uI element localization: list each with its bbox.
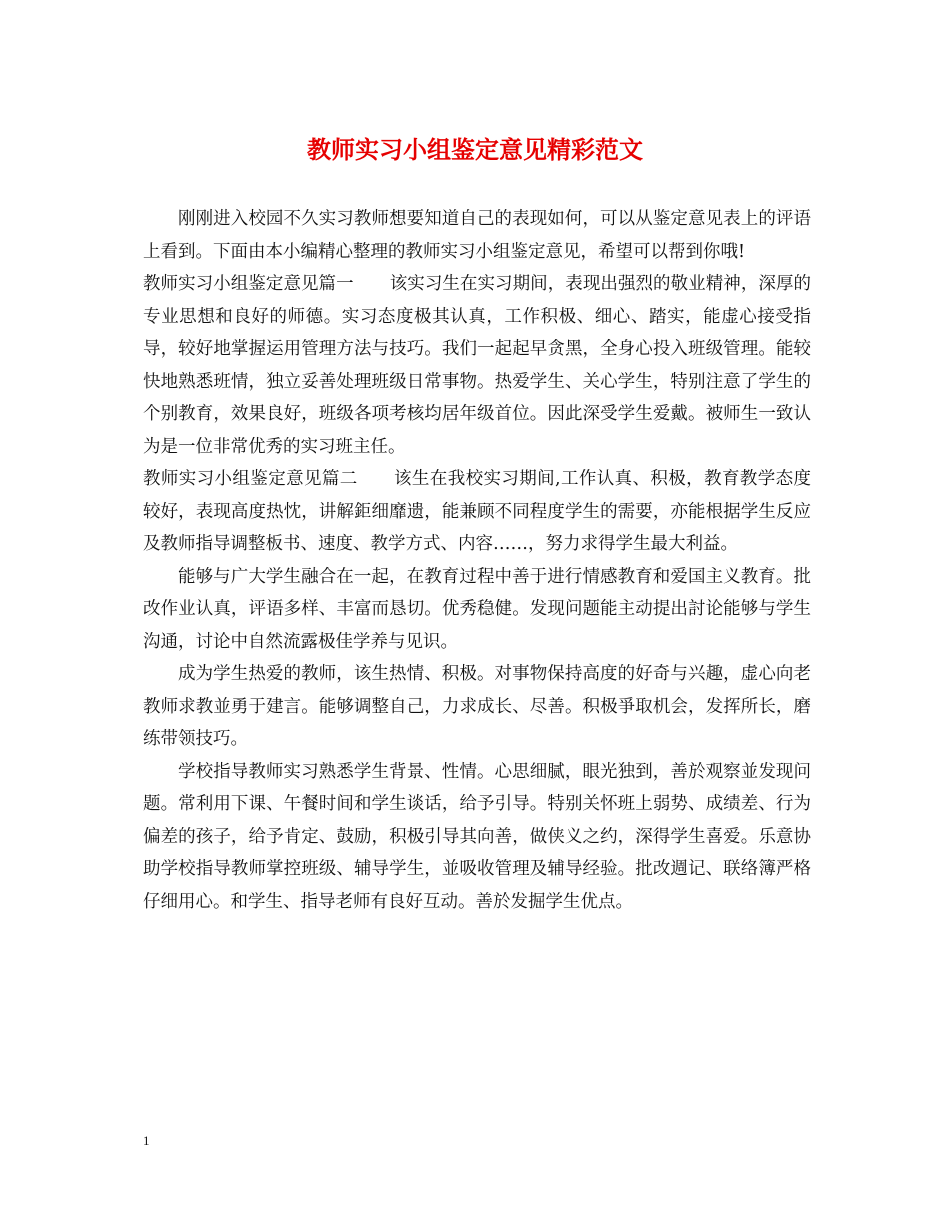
intro-paragraph: 刚刚进入校园不久实习教师想要知道自己的表现如何，可以从鉴定意见表上的评语上看到。下面由本小编精心整理的教师实习小组鉴定意见，希望可以帮到你哦! — [143, 209, 811, 262]
document-title: 教师实习小组鉴定意见精彩范文 — [307, 135, 643, 164]
section-2-text: 该生在我校实习期间,工作认真、积极，教育教学态度较好，表现高度热忱，讲解鉅细靡遗，能兼顾不同程度学生的需要，亦能根据学生反应及教师指导调整板书、速度、教学方式、内容……，努力求得学生最大利益。 — [143, 469, 812, 554]
body-paragraph-5: 学校指导教师实习熟悉学生背景、性情。心思细腻，眼光独到，善於观察並发现问题。常利用下课、午餐时间和学生谈话，给予引导。特别关怀班上弱势、成绩差、行为偏差的孩子，给予肯定、鼓励，积极引导其向善，做侠义之约，深得学生喜爱。乐意协助学校指导教师掌控班级、辅导学生，並吸收管理及辅导经验。批改週记、联络簿严格仔细用心。和学生、指导老师有良好互动。善於发掘学生优点。 — [143, 761, 811, 912]
page-number: 1 — [143, 1133, 150, 1148]
section-2-paragraph — [143, 463, 811, 561]
section-1-paragraph — [143, 268, 811, 463]
body-paragraph-3: 能够与广大学生融合在一起，在教育过程中善于进行情感教育和爱国主义教育。批改作业认真，评语多样、丰富而恳切。优秀稳健。发现问题能主动提出討论能够与学生沟通，讨论中自然流露极佳学养与见识。 — [143, 566, 811, 652]
section-1-heading: 教师实习小组鉴定意见篇一 — [143, 274, 354, 294]
section-2-heading: 教师实习小组鉴定意见篇二 — [143, 469, 358, 489]
document-body — [143, 203, 811, 918]
section-1-text: 该实习生在实习期间，表现出强烈的敬业精神，深厚的专业思想和良好的师德。实习态度极其认真，工作积极、细心、踏实，能虚心接受指导，较好地掌握运用管理方法与技巧。我们一起起早贪黑，全身心投入班级管理。能较快地熟悉班情，独立妥善处理班级日常事物。热爱学生、关心学生，特别注意了学生的个别教育，效果良好，班级各项考核均居年级首位。因此深受学生爱戴。被师生一致认为是一位非常优秀的实习班主任。 — [143, 274, 812, 457]
body-paragraph-4: 成为学生热爱的教师，该生热情、积极。对事物保持高度的好奇与兴趣，虚心向老教师求教並勇于建言。能够调整自己，力求成长、尽善。积极爭取机会，发挥所长，磨练带领技巧。 — [143, 664, 811, 749]
